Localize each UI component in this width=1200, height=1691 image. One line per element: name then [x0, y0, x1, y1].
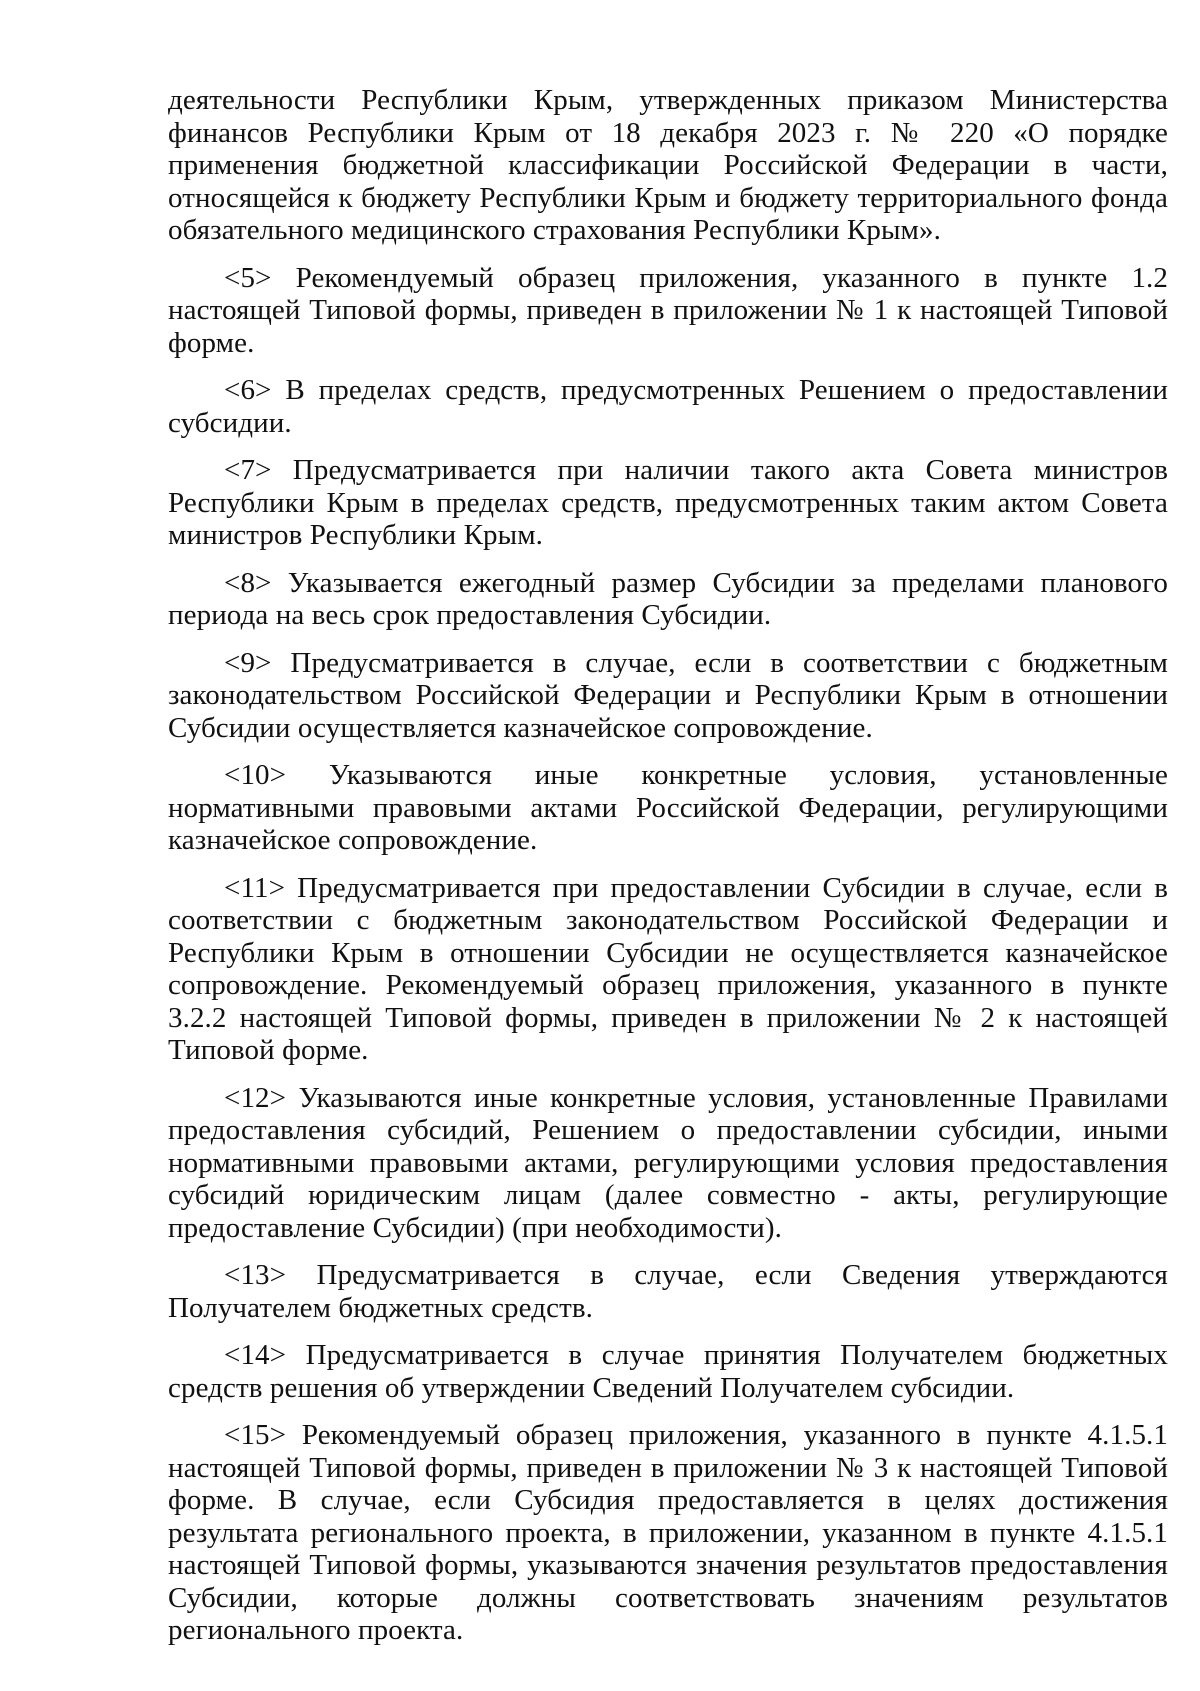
footnote-13: <13> Предусматривается в случае, если Сведения утверждаются Получателем бюджетных средств. — [168, 1259, 1168, 1324]
footnote-15: <15> Рекомендуемый образец приложения, указанного в пункте 4.1.5.1 настоящей Типовой формы, приведен в приложении № 3 к настоящей Типовой форме. В случае, если Субсидия предоставляется в целях достижения результата регионального проекта, в приложении, указанном в пункте 4.1.5.1 настоящей Типовой формы, указываются значения результатов предоставления Субсидии, которые должны соответствовать значениям результатов регионального проекта. — [168, 1419, 1168, 1646]
footnote-11: <11> Предусматривается при предоставлении Субсидии в случае, если в соответствии с бюджетным законодательством Российской Федерации и Республики Крым в отношении Субсидии не осуществляется казначейское сопровождение. Рекомендуемый образец приложения, указанного в пункте 3.2.2 настоящей Типовой формы, приведен в приложении № 2 к настоящей Типовой форме. — [168, 871, 1168, 1066]
footnote-12: <12> Указываются иные конкретные условия, установленные Правилами предоставления субсидий, Решением о предоставлении субсидии, иными нормативными правовыми актами, регулирующими условия предоставления субсидий юридическим лицам (далее совместно - акты, регулирующие предоставление Субсидии) (при необходимости). — [168, 1081, 1168, 1244]
footnote-9: <9> Предусматривается в случае, если в соответствии с бюджетным законодательством Российской Федерации и Республики Крым в отношении Субсидии осуществляется казначейское сопровождение. — [168, 646, 1168, 744]
document-page — [168, 84, 1168, 1662]
footnote-10: <10> Указываются иные конкретные условия, установленные нормативными правовыми актами Российской Федерации, регулирующими казначейское сопровождение. — [168, 759, 1168, 856]
paragraph-continuation: деятельности Республики Крым, утвержденных приказом Министерства финансов Республики Крым от 18 декабря 2023 г. № 220 «О порядке применения бюджетной классификации Российской Федерации в части, относящейся к бюджету Республики Крым и бюджету территориального фонда обязательного медицинского страхования Республики Крым». — [168, 84, 1168, 246]
footnote-5: <5> Рекомендуемый образец приложения, указанного в пункте 1.2 настоящей Типовой формы, приведен в приложении № 1 к настоящей Типовой форме. — [168, 261, 1168, 359]
footnote-14: <14> Предусматривается в случае принятия Получателем бюджетных средств решения об утверждении Сведений Получателем субсидии. — [168, 1339, 1168, 1404]
footnote-7: <7> Предусматривается при наличии такого акта Совета министров Республики Крым в пределах средств, предусмотренных таким актом Совета министров Республики Крым. — [168, 454, 1168, 551]
footnote-6: <6> В пределах средств, предусмотренных Решением о предоставлении субсидии. — [168, 374, 1168, 439]
footnote-8: <8> Указывается ежегодный размер Субсидии за пределами планового периода на весь срок предоставления Субсидии. — [168, 566, 1168, 631]
